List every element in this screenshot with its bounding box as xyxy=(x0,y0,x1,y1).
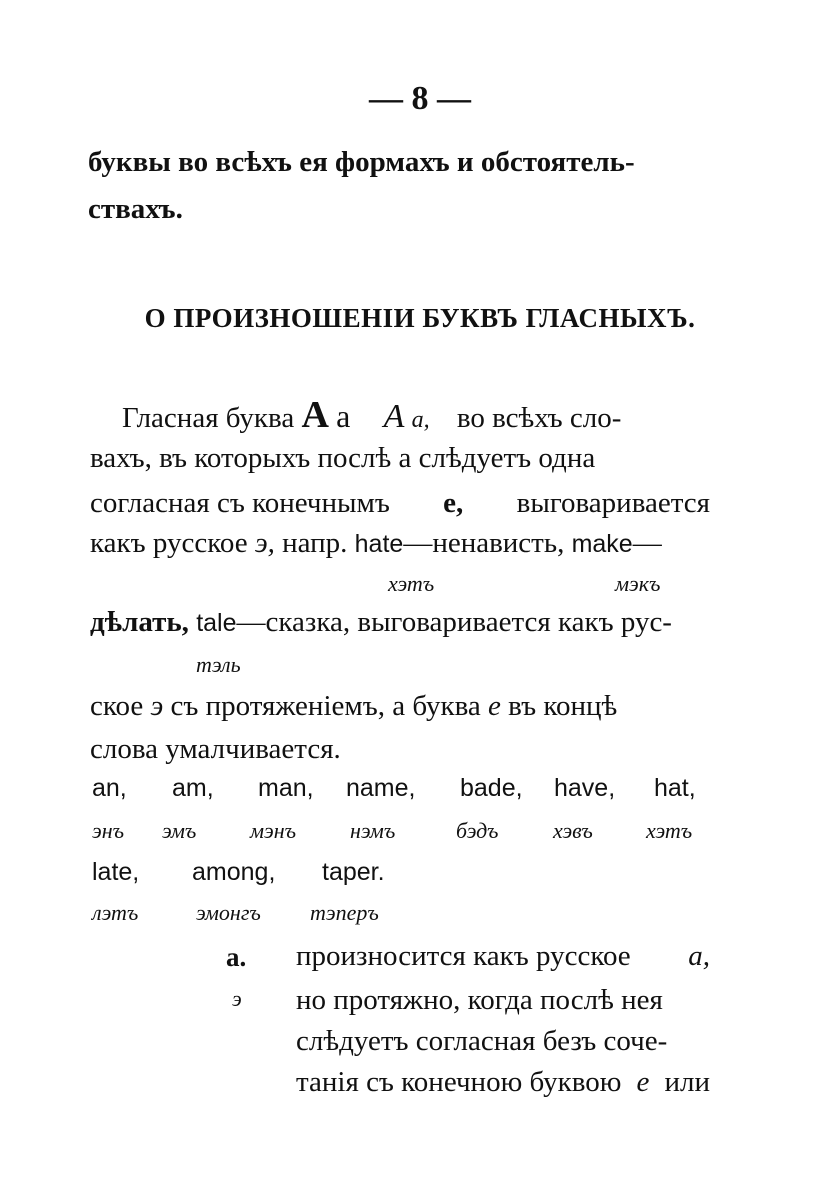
intro-line-2: ствахъ. xyxy=(88,193,183,225)
para-line-1-rest: во всѣхъ сло- xyxy=(456,402,622,434)
word-make: make xyxy=(571,530,633,558)
rule-letter-a: а, xyxy=(688,940,710,972)
gloss-tale: тэль xyxy=(196,652,241,677)
example-word: man, xyxy=(258,774,314,802)
word-tale: tale xyxy=(196,609,237,637)
final-e: е, xyxy=(443,487,464,519)
rule-line-2 xyxy=(296,984,710,1017)
russian-e: э, xyxy=(254,527,275,559)
example-gloss: нэмъ xyxy=(350,818,396,843)
script-a-lower: a, xyxy=(411,407,430,433)
para-line-6-mid: съ протяженiемъ, а буква xyxy=(170,690,481,722)
para-line-1 xyxy=(122,393,712,437)
example-word: name, xyxy=(346,774,416,802)
example-gloss: лэтъ xyxy=(92,900,139,925)
para-line-5-start: дѣлать, xyxy=(90,606,189,638)
example-gloss: бэдъ xyxy=(456,818,499,843)
para-line-4 xyxy=(90,527,662,560)
example-word: late, xyxy=(92,858,140,886)
example-gloss: эмъ xyxy=(162,818,197,843)
example-gloss: хэтъ xyxy=(646,818,693,843)
rule-line-4-start: танiя съ конечною буквою xyxy=(296,1066,622,1098)
intro-line-1 xyxy=(88,146,706,179)
para-line-3 xyxy=(90,487,710,520)
rule-line-3 xyxy=(296,1025,710,1058)
example-word: among, xyxy=(192,858,276,886)
para-line-4-start: какъ русское xyxy=(90,527,248,559)
rule-letter: а. xyxy=(226,942,247,972)
para-line-4-mid: напр. xyxy=(282,527,348,559)
section-heading: О ПРОИЗНОШЕНIИ БУКВЪ ГЛАСНЫХЪ. xyxy=(144,303,696,333)
example-word: an, xyxy=(92,774,127,802)
example-gloss: мэнъ xyxy=(250,818,297,843)
gloss-hate: хэтъ xyxy=(388,571,435,596)
rule-letter-e: е xyxy=(636,1066,650,1098)
example-word: am, xyxy=(172,774,214,802)
rule-line-4 xyxy=(296,1066,710,1099)
russian-e-2: э xyxy=(150,690,164,722)
rule-line-2-text: но протяжно, когда послѣ нея xyxy=(296,984,663,1016)
example-word: bade, xyxy=(460,774,523,802)
para-line-6-start: ское xyxy=(90,690,144,722)
example-gloss: хэвъ xyxy=(553,818,593,843)
translation-hate: —ненависть, xyxy=(403,527,565,559)
script-a-upper: A xyxy=(383,398,405,435)
rule-line-3-text: слѣдуетъ согласная безъ соче- xyxy=(296,1025,668,1057)
rule-line-1-start: произносится какъ русское xyxy=(296,940,631,972)
intro-line-1-text: буквы во всѣхъ ея формахъ и обстоятель- xyxy=(88,146,635,178)
letter-e: е xyxy=(488,690,501,722)
para-line-5 xyxy=(90,606,672,639)
gloss-make: мэкъ xyxy=(615,571,661,596)
example-gloss: энъ xyxy=(92,818,125,843)
rule-line-1 xyxy=(296,940,710,973)
page-number: — 8 — xyxy=(369,80,471,117)
para-line-3-start: согласная съ конечнымъ xyxy=(90,487,390,519)
example-gloss: эмонгъ xyxy=(196,900,261,925)
para-line-6-end: въ концѣ xyxy=(508,690,618,722)
rule-line-4-end: или xyxy=(664,1066,710,1098)
para-line-2 xyxy=(90,442,710,475)
para-line-1-text: Гласная буква xyxy=(122,402,295,434)
example-word: hat, xyxy=(654,774,696,802)
word-hate: hate xyxy=(354,530,404,558)
example-word: taper. xyxy=(322,858,385,886)
dash: — xyxy=(632,527,662,559)
para-line-7: слова умалчивается. xyxy=(90,733,341,765)
para-line-2-text: вахъ, въ которыхъ послѣ а слѣдуетъ одна xyxy=(90,442,596,474)
example-word: have, xyxy=(554,774,616,802)
para-line-6 xyxy=(90,690,617,723)
letter-a-lower: а xyxy=(336,398,351,434)
letter-a-upper: А xyxy=(301,394,329,436)
rule-gloss: э xyxy=(232,986,242,1011)
para-line-3-end: выговаривается xyxy=(516,487,710,519)
para-line-5-end: —сказка, выговаривается какъ рус- xyxy=(236,606,672,638)
example-gloss: тэперъ xyxy=(310,900,379,925)
